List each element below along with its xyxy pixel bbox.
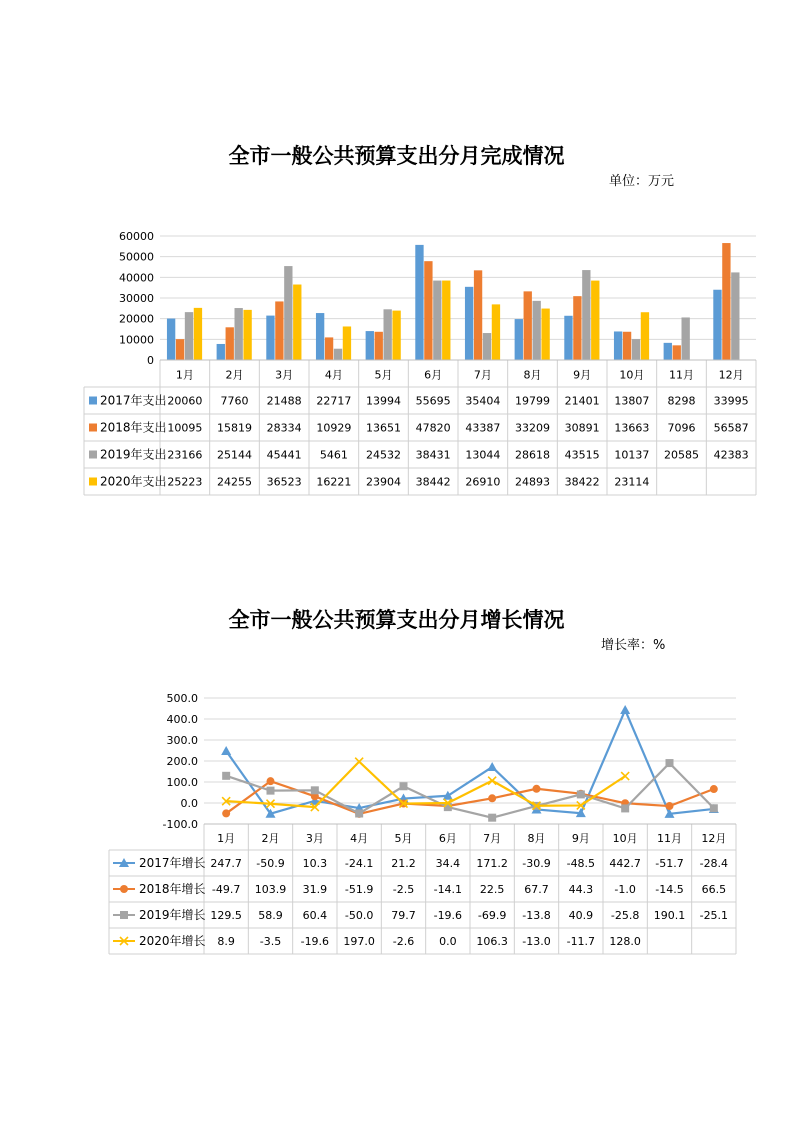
bar-chart-bar xyxy=(722,243,730,360)
line-chart-table-cell: -51.9 xyxy=(344,883,374,896)
bar-chart-table-cell: 25223 xyxy=(167,475,203,489)
line-chart-table-cell: 21.2 xyxy=(391,857,416,870)
bar-chart-bar xyxy=(573,296,581,360)
bar-chart-table-cell: 24255 xyxy=(217,475,252,489)
line-chart-table-cell: -25.8 xyxy=(610,909,640,922)
bar-chart-legend-swatch xyxy=(89,397,97,405)
bar-chart-category-label: 12月 xyxy=(718,368,744,382)
line-chart-title: 全市一般公共预算支出分月增长情况 xyxy=(228,607,565,632)
line-chart-table-cell: -69.9 xyxy=(477,909,507,922)
bar-chart-legend-swatch xyxy=(89,451,97,459)
bar-chart-bar xyxy=(433,281,441,360)
line-chart-point xyxy=(222,809,230,817)
bar-chart-legend-swatch xyxy=(89,478,97,486)
bar-chart-table-cell: 23166 xyxy=(167,448,203,462)
bar-chart-table-cell: 13994 xyxy=(366,394,401,408)
line-chart-series-line xyxy=(226,710,714,814)
line-chart-legend-marker xyxy=(120,885,128,893)
bar-chart-bar xyxy=(266,316,274,360)
bar-chart-bar xyxy=(194,308,202,360)
bar-chart-y-tick-label: 50000 xyxy=(119,250,154,264)
line-chart-y-tick-label: 400.0 xyxy=(166,713,198,726)
bar-chart-table-cell: 13663 xyxy=(614,421,650,435)
bar-chart-bar xyxy=(564,316,572,360)
bar-chart-bar xyxy=(731,272,739,360)
line-chart-legend-label: 2018年增长 xyxy=(139,882,206,896)
line-chart-category-label: 3月 xyxy=(305,832,324,845)
bar-chart-table-cell: 38431 xyxy=(415,448,451,462)
bar-chart-bar xyxy=(293,285,301,360)
bar-chart-table-cell: 10929 xyxy=(316,421,352,435)
bar-chart-bar xyxy=(623,332,631,360)
line-chart-table-cell: -2.5 xyxy=(392,883,415,896)
bar-chart-bar xyxy=(176,339,184,360)
bar-chart-legend-label: 2018年支出 xyxy=(100,420,167,435)
bar-chart-table-cell: 36523 xyxy=(266,475,302,489)
line-chart-table-cell: 103.9 xyxy=(254,883,287,896)
bar-chart-table-cell: 26910 xyxy=(465,475,501,489)
bar-chart-legend-label: 2020年支出 xyxy=(100,474,167,489)
bar-chart-bar xyxy=(384,309,392,360)
line-chart-point xyxy=(621,772,629,780)
bar-chart-legend-label: 2019年支出 xyxy=(100,447,167,462)
bar-chart-bar xyxy=(275,301,283,360)
bar-chart-bar xyxy=(343,326,351,360)
bar-chart-bar xyxy=(424,261,432,360)
bar-chart-table-cell: 21401 xyxy=(564,394,600,408)
bar-chart-table-cell: 33209 xyxy=(515,421,550,435)
line-chart-category-label: 5月 xyxy=(394,832,413,845)
bar-chart-bar xyxy=(533,301,541,360)
line-chart-y-tick-label: 0.0 xyxy=(180,797,198,810)
bar-chart-legend-swatch xyxy=(89,424,97,432)
bar-chart-bar xyxy=(243,310,251,360)
bar-chart-bar xyxy=(524,291,532,360)
line-chart-series-line xyxy=(226,781,714,814)
line-chart-table-cell: 40.9 xyxy=(568,909,594,922)
line-chart-table-cell: -19.6 xyxy=(300,935,330,948)
bar-chart-table-cell: 8298 xyxy=(667,394,696,408)
bar-chart-bar xyxy=(415,245,423,360)
bar-chart-table-cell: 24532 xyxy=(366,448,401,462)
line-chart-point xyxy=(311,786,319,794)
line-chart-category-label: 11月 xyxy=(657,832,682,845)
bar-chart-table-cell: 7760 xyxy=(220,394,249,408)
line-chart-table-cell: 0.0 xyxy=(439,935,457,948)
bar-chart-unit-label: 单位：万元 xyxy=(609,174,675,189)
bar-chart-bar xyxy=(614,331,622,360)
bar-chart-table-cell: 33995 xyxy=(713,394,749,408)
bar-chart-table-cell: 10137 xyxy=(614,448,650,462)
bar-chart-bar xyxy=(492,304,500,360)
line-chart-point xyxy=(621,804,629,812)
line-chart-table-cell: -50.0 xyxy=(344,909,374,922)
line-chart-unit-label: 增长率：% xyxy=(601,638,666,653)
bar-chart-bar xyxy=(483,333,491,360)
bar-chart-legend-label: 2017年支出 xyxy=(100,393,167,408)
line-chart-legend-label: 2020年增长 xyxy=(139,934,206,948)
bar-chart-bar xyxy=(167,319,175,360)
line-chart-y-tick-label: 300.0 xyxy=(166,734,198,747)
line-chart-category-label: 4月 xyxy=(350,832,369,845)
bar-chart-table-cell: 10095 xyxy=(167,421,203,435)
bar-chart-bar xyxy=(316,313,324,360)
line-chart-point xyxy=(666,802,674,810)
bar-chart-bar xyxy=(664,343,672,360)
line-chart-point xyxy=(710,804,718,812)
bar-chart-table-cell: 45441 xyxy=(266,448,302,462)
line-chart-legend-marker xyxy=(120,911,128,919)
bar-chart-bar xyxy=(582,270,590,360)
line-chart-table-cell: -49.7 xyxy=(211,883,241,896)
line-chart-table-cell: 442.7 xyxy=(609,857,641,870)
bar-chart-table-cell: 38422 xyxy=(564,475,600,489)
bar-chart-bar xyxy=(673,345,681,360)
line-chart-category-label: 10月 xyxy=(612,832,638,845)
line-chart-table-cell: -2.6 xyxy=(392,935,415,948)
bar-chart-table-cell: 16221 xyxy=(316,475,352,489)
line-chart-table-cell: 190.1 xyxy=(653,909,686,922)
bar-chart-bar xyxy=(226,327,234,360)
line-chart-table-cell: 79.7 xyxy=(391,909,416,922)
line-chart-point xyxy=(267,777,275,785)
line-chart-legend-label: 2019年增长 xyxy=(139,908,206,922)
bar-chart-bar xyxy=(632,339,640,360)
line-chart-table-cell: -24.1 xyxy=(344,857,374,870)
line-chart-table-cell: -3.5 xyxy=(259,935,282,948)
bar-chart-bar xyxy=(284,266,292,360)
line-chart-point xyxy=(488,814,496,822)
line-chart-point xyxy=(221,746,231,755)
line-chart-point xyxy=(620,705,630,714)
line-chart-category-label: 6月 xyxy=(438,832,457,845)
bar-chart-table-cell: 23904 xyxy=(366,475,401,489)
line-chart-table-cell: 67.7 xyxy=(524,883,549,896)
bar-chart-table-cell: 55695 xyxy=(415,394,451,408)
line-chart-point xyxy=(222,772,230,780)
line-chart-table-cell: -14.5 xyxy=(655,883,684,896)
bar-chart-table-cell: 13044 xyxy=(465,448,501,462)
line-chart-table-cell: -25.1 xyxy=(699,909,729,922)
line-chart-table-cell: -13.8 xyxy=(522,909,551,922)
bar-chart-table-cell: 13807 xyxy=(614,394,650,408)
line-chart-table-cell: 128.0 xyxy=(609,935,641,948)
bar-chart-bar xyxy=(217,344,225,360)
bar-chart-table-cell: 43387 xyxy=(465,421,501,435)
line-chart-point xyxy=(355,758,363,766)
line-chart-category-label: 2月 xyxy=(261,832,280,845)
bar-chart-category-label: 6月 xyxy=(424,368,443,382)
bar-chart-table-cell: 43515 xyxy=(564,448,600,462)
bar-chart-bar xyxy=(235,308,243,360)
line-chart-point xyxy=(710,785,718,793)
line-chart-y-tick-label: 100.0 xyxy=(166,776,198,789)
line-chart-point xyxy=(487,762,497,771)
line-chart-table-cell: -48.5 xyxy=(566,857,596,870)
line-chart-table-cell: -51.7 xyxy=(655,857,684,870)
bar-chart-y-tick-label: 0 xyxy=(147,354,154,367)
bar-chart-table-cell: 7096 xyxy=(667,421,696,435)
line-chart-point xyxy=(444,803,452,811)
bar-chart-bar xyxy=(392,311,400,360)
bar-chart-table-cell: 56587 xyxy=(713,421,749,435)
line-chart-table-cell: 10.3 xyxy=(302,857,328,870)
line-chart-table-cell: 129.5 xyxy=(210,909,242,922)
bar-chart-y-tick-label: 20000 xyxy=(119,312,154,326)
bar-chart-table-cell: 24893 xyxy=(515,475,550,489)
line-chart-series-line xyxy=(226,763,714,818)
bar-chart-table-cell: 28618 xyxy=(515,448,550,462)
line-chart-point xyxy=(488,794,496,802)
line-chart-table-cell: -11.7 xyxy=(566,935,596,948)
bar-chart-table-cell: 28334 xyxy=(266,421,302,435)
line-chart-table-cell: -28.4 xyxy=(699,857,729,870)
bar-chart-table-cell: 30891 xyxy=(564,421,600,435)
bar-chart-table-cell: 47820 xyxy=(415,421,451,435)
bar-chart-category-label: 4月 xyxy=(324,368,343,382)
bar-chart-table-cell: 5461 xyxy=(319,448,348,462)
bar-chart-category-label: 2月 xyxy=(225,368,244,382)
bar-chart-table-cell: 15819 xyxy=(217,421,252,435)
line-chart-table-cell: 60.4 xyxy=(302,909,328,922)
line-chart-table-cell: -14.1 xyxy=(433,883,463,896)
line-chart-table-cell: 106.3 xyxy=(476,935,508,948)
line-chart-y-tick-label: 200.0 xyxy=(166,755,198,768)
bar-chart-bar xyxy=(474,270,482,360)
bar-chart-y-tick-label: 10000 xyxy=(119,333,154,347)
line-chart-table-cell: 31.9 xyxy=(302,883,328,896)
bar-chart-table-cell: 23114 xyxy=(614,475,650,489)
bar-chart-table-cell: 38442 xyxy=(415,475,451,489)
line-chart-point xyxy=(400,782,408,790)
bar-chart-table-cell: 25144 xyxy=(217,448,252,462)
bar-chart-bar xyxy=(185,312,193,360)
line-chart-category-label: 9月 xyxy=(571,832,590,845)
line-chart-point xyxy=(267,787,275,795)
line-chart-point xyxy=(577,790,585,798)
line-chart-table-cell: 197.0 xyxy=(343,935,375,948)
line-chart-category-label: 12月 xyxy=(701,832,727,845)
line-chart-table-cell: 22.5 xyxy=(479,883,505,896)
line-chart-table-cell: -50.9 xyxy=(256,857,285,870)
bar-chart-y-tick-label: 40000 xyxy=(119,271,154,285)
bar-chart-category-label: 10月 xyxy=(619,368,645,382)
bar-chart-bar xyxy=(591,281,599,360)
line-chart-table-cell: 66.5 xyxy=(701,883,727,896)
bar-chart-bar xyxy=(641,312,649,360)
line-chart-table-cell: -13.0 xyxy=(522,935,551,948)
line-chart-point xyxy=(355,810,363,818)
bar-chart-table-cell: 21488 xyxy=(266,394,302,408)
bar-chart-table-cell: 35404 xyxy=(465,394,501,408)
line-chart-category-label: 8月 xyxy=(527,832,546,845)
bar-chart-y-tick-label: 60000 xyxy=(119,230,154,243)
bar-chart-category-label: 9月 xyxy=(573,368,592,382)
line-chart-point xyxy=(666,759,674,767)
bar-chart-bar xyxy=(515,319,523,360)
line-chart-category-label: 7月 xyxy=(483,832,502,845)
line-chart-point xyxy=(488,777,496,785)
bar-chart-table-cell: 20585 xyxy=(664,448,699,462)
line-chart-legend-label: 2017年增长 xyxy=(139,856,206,870)
line-chart-category-label: 1月 xyxy=(217,832,236,845)
bar-chart-bar xyxy=(682,317,690,360)
bar-chart-bar xyxy=(375,332,383,360)
bar-chart-bar xyxy=(442,281,450,360)
line-chart-table-cell: 34.4 xyxy=(435,857,461,870)
bar-chart-bar xyxy=(541,309,549,360)
bar-chart-bar xyxy=(366,331,374,360)
bar-chart-category-label: 5月 xyxy=(374,368,393,382)
line-chart-table-cell: 171.2 xyxy=(476,857,508,870)
bar-chart-category-label: 3月 xyxy=(275,368,294,382)
bar-chart-table-cell: 42383 xyxy=(713,448,749,462)
line-chart-table-cell: 247.7 xyxy=(210,857,242,870)
bar-chart-bar xyxy=(465,287,473,360)
line-chart-table-cell: -19.6 xyxy=(433,909,463,922)
line-chart-table-cell: 8.9 xyxy=(217,935,235,948)
bar-chart-category-label: 7月 xyxy=(473,368,492,382)
line-chart-point xyxy=(533,785,541,793)
line-chart-series-line xyxy=(226,762,625,807)
bar-chart-table-cell: 22717 xyxy=(316,394,352,408)
bar-chart-table-cell: 19799 xyxy=(515,394,550,408)
line-chart-table-cell: -30.9 xyxy=(522,857,551,870)
bar-chart-table-cell: 13651 xyxy=(366,421,401,435)
line-chart-y-tick-label: 500.0 xyxy=(166,692,198,705)
bar-chart-category-label: 8月 xyxy=(523,368,542,382)
bar-chart-y-tick-label: 30000 xyxy=(119,292,154,305)
line-chart-table-cell: 44.3 xyxy=(568,883,594,896)
line-chart-table-cell: 58.9 xyxy=(258,909,283,922)
line-chart-table-cell: -1.0 xyxy=(614,883,636,896)
line-chart-y-tick-label: -100.0 xyxy=(162,818,198,831)
bar-chart-category-label: 1月 xyxy=(175,368,194,382)
bar-chart-table-cell: 20060 xyxy=(167,394,203,408)
bar-chart-title: 全市一般公共预算支出分月完成情况 xyxy=(228,143,565,168)
bar-chart-bar xyxy=(334,349,342,360)
bar-chart-bar xyxy=(713,290,721,360)
bar-chart-category-label: 11月 xyxy=(669,368,694,382)
bar-chart-bar xyxy=(325,337,333,360)
